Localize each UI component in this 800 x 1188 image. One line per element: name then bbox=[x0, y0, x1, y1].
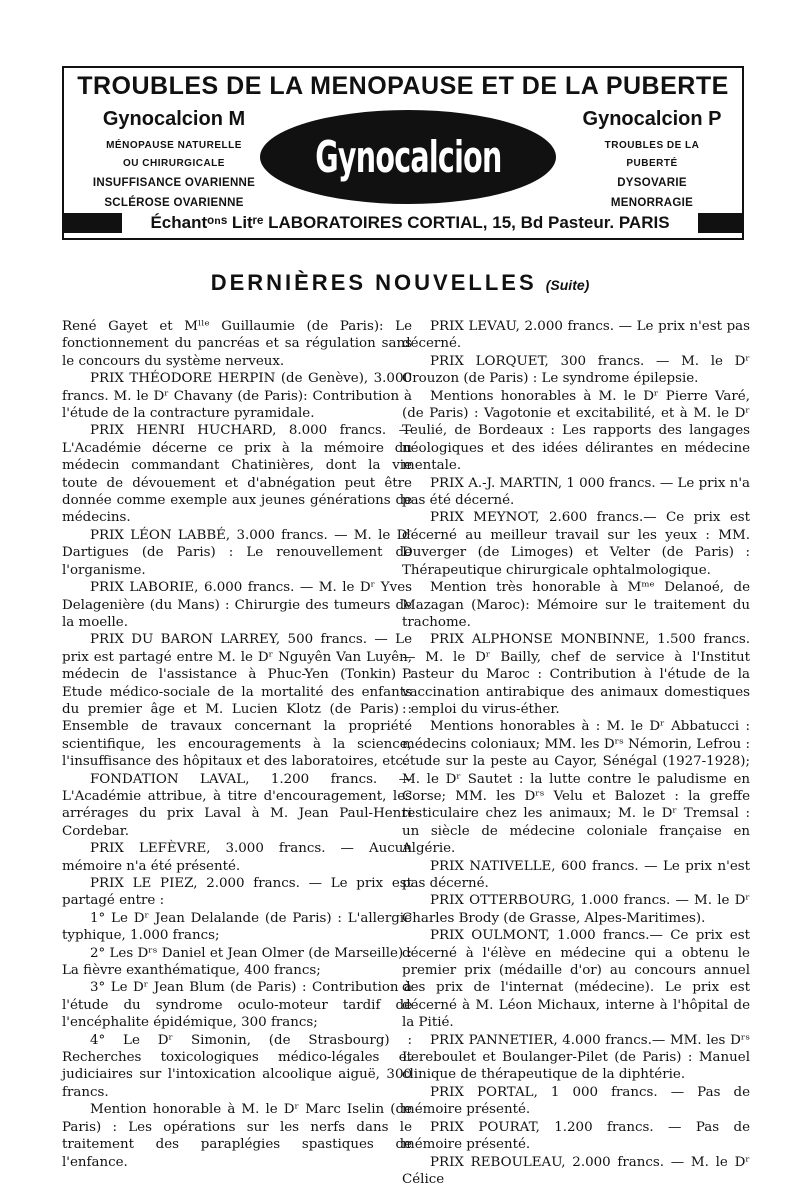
paragraph: PRIX DU BARON LARREY, 500 francs. — Le prix est partagé entre M. le Dʳ Nguyên Van Luyên, médecin de l'assistance à Phuc-Yen (Tonkin) : Etude médico-sociale de la mortalité des enfants du premier âge et M. Lucien Klotz (de Paris) : Ensemble de travaux concernant la propriété scientifique, les encouragements à la science, l'insuffisance des hôpitaux et des laboratoires, etc. bbox=[62, 631, 412, 770]
paragraph: PRIX LEFÈVRE, 3.000 francs. — Aucun mémoire n'a été présenté. bbox=[62, 840, 412, 875]
paragraph: PRIX LABORIE, 6.000 francs. — M. le Dʳ Yves Delagenière (du Mans) : Chirurgie des tumeurs de la moelle. bbox=[62, 579, 412, 631]
right-column bbox=[402, 318, 750, 1188]
left-column bbox=[62, 318, 412, 1171]
paragraph: Mention très honorable à Mᵐᵉ Delanoé, de Mazagan (Maroc): Mémoire sur le traitement du trachome. bbox=[402, 579, 750, 631]
paragraph: PRIX LE PIEZ, 2.000 francs. — Le prix est partagé entre : bbox=[62, 875, 412, 910]
paragraph: PRIX POURAT, 1.200 francs. — Pas de mémoire présenté. bbox=[402, 1119, 750, 1154]
paragraph: FONDATION LAVAL, 1.200 francs. — L'Académie attribue, à titre d'encouragement, les arrérages du prix Laval à M. Jean Paul-Henri Cordebar. bbox=[62, 771, 412, 841]
right-product-name: Gynocalcion P bbox=[572, 108, 732, 131]
right-indication-2: PUBERTÉ bbox=[572, 155, 732, 173]
paragraph: 4° Le Dʳ Simonin, (de Strasbourg) : Recherches toxicologiques médico-légales et judiciaires sur l'intoxication alcoolique aiguë, 300 francs. bbox=[62, 1032, 412, 1102]
right-indication-4: MENORRAGIE bbox=[572, 193, 732, 213]
paragraph: 2° Les Dʳˢ Daniel et Jean Olmer (de Marseille) : La fièvre exanthématique, 400 francs; bbox=[62, 945, 412, 980]
right-indication-1: TROUBLES DE LA bbox=[572, 137, 732, 155]
left-product-name: Gynocalcion M bbox=[74, 108, 274, 131]
paragraph: PRIX MEYNOT, 2.600 francs.— Ce prix est décerné au meilleur travail sur les yeux : MM. Duverger (de Limoges) et Velter (de Paris) : Thérapeutique chirurgicale ophtalmologique. bbox=[402, 509, 750, 579]
brand-logo-text: Gynocalcion bbox=[315, 132, 501, 183]
paragraph: PRIX PANNETIER, 4.000 francs.— MM. les Dʳˢ Lereboulet et Boulanger-Pilet (de Paris) : Manuel clinique de thérapeutique de la diphtérie. bbox=[402, 1032, 750, 1084]
advertisement-box bbox=[62, 66, 744, 240]
right-indication-3: DYSOVARIE bbox=[572, 173, 732, 193]
paragraph: PRIX LORQUET, 300 francs. — M. le Dʳ Crouzon (de Paris) : Le syndrome épilepsie. bbox=[402, 353, 750, 388]
paragraph: Mentions honorables à M. le Dʳ Pierre Varé, (de Paris) : Vagotonie et excitabilité, et à M. le Dʳ Teulié, de Bordeaux : Les rapports des langages néologiques et des idées délirantes en médecine mentale. bbox=[402, 388, 750, 475]
ad-right-panel bbox=[572, 108, 732, 213]
left-indication-3: INSUFFISANCE OVARIENNE bbox=[74, 173, 274, 193]
paragraph: 3° Le Dʳ Jean Blum (de Paris) : Contribution à l'étude du syndrome oculo-moteur tardif de l'encéphalite épidémique, 300 francs; bbox=[62, 979, 412, 1031]
paragraph: Mentions honorables à : M. le Dʳ Abbatucci : médecins coloniaux; MM. les Dʳˢ Némorin, Lefrou : étude sur la peste au Cayor, Sénégal (1927-1928); M. le Dʳ Sautet : la lutte contre le paludisme en Corse; MM. les Dʳˢ Velu et Balozet : la greffe testiculaire chez les animaux; M. le Dʳ Tremsal : un siècle de médecine coloniale française en Algérie. bbox=[402, 718, 750, 857]
paragraph: PRIX ALPHONSE MONBINNE, 1.500 francs. — M. le Dʳ Bailly, chef de service à l'Institut Pasteur du Maroc : Contribution à l'étude de la vaccination antirabique des animaux domestiques : emploi du virus-éther. bbox=[402, 631, 750, 718]
paragraph: 1° Le Dʳ Jean Delalande (de Paris) : L'allergie typhique, 1.000 francs; bbox=[62, 910, 412, 945]
heading-suite: (Suite) bbox=[546, 277, 590, 293]
paragraph: PRIX LÉON LABBÉ, 3.000 francs. — M. le Dʳ Dartigues (de Paris) : Le renouvellement de l'organisme. bbox=[62, 527, 412, 579]
paragraph: PRIX REBOULEAU, 2.000 francs. — M. le Dʳ Célice bbox=[402, 1154, 750, 1188]
paragraph: PRIX THÉODORE HERPIN (de Genève), 3.000 francs. M. le Dʳ Chavany (de Paris): Contribution à l'étude de la contracture pyramidale. bbox=[62, 370, 412, 422]
paragraph: PRIX LEVAU, 2.000 francs. — Le prix n'est pas décerné. bbox=[402, 318, 750, 353]
brand-logo-oval bbox=[260, 110, 556, 204]
left-indication-2: OU CHIRURGICALE bbox=[74, 155, 274, 173]
decorative-bar-right bbox=[698, 213, 742, 233]
paragraph: PRIX A.-J. MARTIN, 1 000 francs. — Le prix n'a pas été décerné. bbox=[402, 475, 750, 510]
decorative-bar-left bbox=[64, 213, 122, 233]
paragraph: PRIX NATIVELLE, 600 francs. — Le prix n'est pas décerné. bbox=[402, 858, 750, 893]
paragraph: PRIX OULMONT, 1.000 francs.— Ce prix est décerné à l'élève en médecine qui a obtenu le premier prix (médaille d'or) au concours annuel des prix de l'internat (médecine). Le prix est décerné à M. Léon Michaux, interne à l'hôpital de la Pitié. bbox=[402, 927, 750, 1031]
paragraph: PRIX HENRI HUCHARD, 8.000 francs. — L'Académie décerne ce prix à la mémoire du médecin commandant Chatinières, dont la vie toute de dévouement et d'abnégation peut être donnée comme exemple aux jeunes générations de médecins. bbox=[62, 422, 412, 526]
left-indication-4: SCLÉROSE OVARIENNE bbox=[74, 193, 274, 213]
ad-left-panel bbox=[74, 108, 274, 213]
paragraph: René Gayet et Mˡˡᵉ Guillaumie (de Paris): Le fonctionnement du pancréas et sa régulation sans le concours du système nerveux. bbox=[62, 318, 412, 370]
paragraph: Mention honorable à M. le Dʳ Marc Iselin (de Paris) : Les opérations sur les nerfs dans le traitement des paraplégies spastiques de l'enfance. bbox=[62, 1101, 412, 1171]
ad-address: Échantᵒⁿˢ Litʳᵉ LABORATOIRES CORTIAL, 15, Bd Pasteur. PARIS bbox=[122, 213, 698, 233]
paragraph: PRIX OTTERBOURG, 1.000 francs. — M. le Dʳ Charles Brody (de Grasse, Alpes-Maritimes). bbox=[402, 892, 750, 927]
ad-address-row bbox=[64, 210, 742, 236]
paragraph: PRIX PORTAL, 1 000 francs. — Pas de mémoire présenté. bbox=[402, 1084, 750, 1119]
ad-title: TROUBLES DE LA MENOPAUSE ET DE LA PUBERTE bbox=[64, 72, 742, 101]
heading-title: DERNIÈRES NOUVELLES bbox=[211, 270, 537, 295]
section-heading bbox=[0, 270, 800, 296]
left-indication-1: MÉNOPAUSE NATURELLE bbox=[74, 137, 274, 155]
